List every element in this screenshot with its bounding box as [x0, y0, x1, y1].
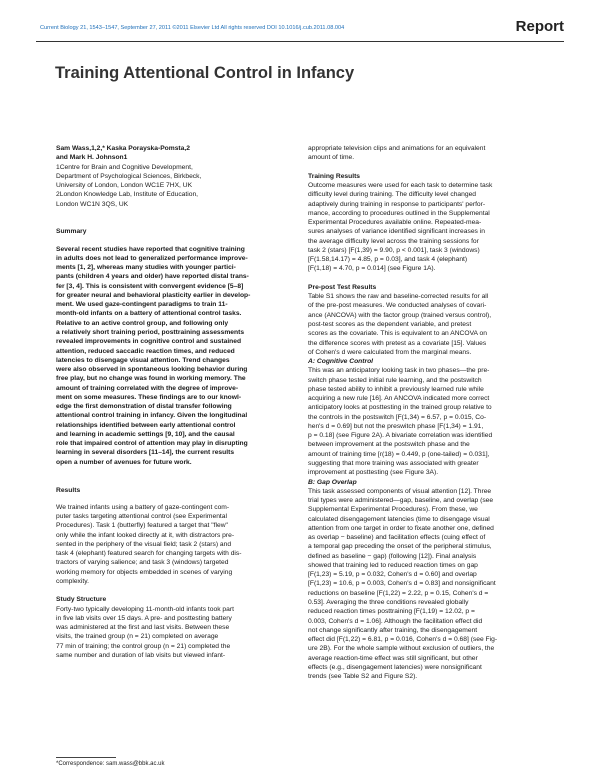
text-line: relationships identified between early attentional control [56, 421, 236, 429]
text-line: suggesting that more training was associated with greater [308, 460, 479, 467]
text-line: ment. We used gaze-contingent paradigms to train 11- [56, 301, 228, 309]
text-line: puter tasks targeting attentional control (see Experimental [56, 513, 227, 521]
correspondence-footnote: *Correspondence: sam.wass@bbk.ac.uk [56, 761, 165, 767]
text-line: Relative to an active control group, and following only [56, 319, 229, 327]
affiliation-line: London WC1N 3QS, UK [56, 200, 129, 208]
text-line: sented in the periphery of the visual field; task 2 (stars) and [56, 540, 232, 548]
text-line: as overlap − baseline) and facilitation effects (cuing effect of [308, 534, 486, 542]
author-line: and Mark H. Johnson1 [56, 154, 128, 162]
text-line: effect did [F(1,22) = 6.81, p = 0.016, Cohen's d = 0.68] (see Fig- [308, 636, 498, 644]
training-results-body [308, 181, 546, 274]
text-line: amount of training time [r(18) = 0.449, p (one-tailed) = 0.031], [308, 450, 490, 458]
study-structure-body [56, 605, 294, 661]
results-heading: Results [56, 486, 81, 494]
text-line: 77 min of training; the control group (n = 21) completed the [56, 642, 231, 650]
study-structure-heading: Study Structure [56, 596, 107, 604]
text-line: 0.003, Cohen's d = 1.06]. Although the facilitation effect did [308, 617, 483, 625]
text-line: [F(1,23) = 5.19, p = 0.032, Cohen's d = 0.60] and overlap [308, 571, 477, 579]
text-line: showed that training led to reduced reaction times on gap [308, 561, 478, 569]
text-line: in five lab visits over 15 days. A pre- and posttesting battery [56, 614, 232, 622]
results-body [56, 503, 294, 586]
text-line: the controls in the postswitch [F(1,34) = 6.57, p = 0.015, Co- [308, 413, 487, 421]
affiliation-line: 2London Knowledge Lab, Institute of Education, [56, 191, 199, 199]
text-line: revealed improvements in cognitive control and sustained [56, 338, 242, 346]
text-line: Procedures). Task 1 (butterfly) featured a target that "flew" [56, 522, 228, 530]
text-line: [F(1.58,14.17) = 4.85, p = 0.03], and task 4 (elephant) [308, 256, 468, 264]
text-line: fer [3, 4]. This is consistent with convergent evidence [5–8] [56, 282, 244, 290]
text-line: Forty-two typically developing 11-month-old infants took part [56, 605, 234, 613]
text-line: role that impaired control of attention may play in disrupting [56, 440, 248, 448]
text-line: free play, but no change was found in working memory. The [56, 375, 246, 383]
text-line: Outcome measures were used for each task to determine task [308, 182, 493, 190]
text-line: [F(1,18) = 4.70, p = 0.014] (see Figure 1A). [308, 265, 436, 273]
text-line: the average difficulty level across the training sessions for [308, 237, 479, 245]
text-line: amount of training correlated with the degree of improve- [56, 384, 239, 392]
text-line: of Cohen's d were calculated from the marginal means. [308, 348, 472, 356]
text-line: latencies to disengage visual attention. Trend changes [56, 356, 230, 364]
journal-citation-line: Current Biology 21, 1543–1547, September 27, 2011 ©2011 Elsevier Ltd All rights reserved DOI 10.1016/j.cub.2011.08.004 [40, 25, 345, 31]
text-line: hen's d = 0.69] but not the preswitch phase [F(1,34) = 1.91, [308, 422, 484, 430]
text-line: sures analyses of variance identified significant increases in [308, 228, 485, 236]
article-title: Training Attentional Control in Infancy [55, 64, 355, 82]
text-line: We trained infants using a battery of gaze-contingent com- [56, 503, 230, 511]
cognitive-control-heading: A: Cognitive Control [308, 358, 374, 366]
text-line: calculated disengagement latencies (time to disengage visual [308, 515, 490, 523]
text-line: was administered at the first and last visits. Between these [56, 624, 230, 632]
text-line: reductions on baseline [F(1,22) = 2.22, p = 0.15, Cohen's d = [308, 589, 489, 597]
header-rule [36, 41, 564, 42]
text-line: amount of time. [308, 154, 355, 162]
text-line: improvement at posttesting (see Figure 3A). [308, 469, 439, 477]
text-line: difficulty level during training. The difficulty level changed [308, 191, 477, 199]
text-line: open a number of avenues for future work. [56, 458, 192, 466]
continued-paragraph [308, 144, 546, 163]
gap-overlap-heading: B: Gap Overlap [308, 478, 357, 486]
text-line: month-old infants on a battery of attentional control tasks. [56, 310, 242, 318]
text-line: This task assessed components of visual attention [12]. Three [308, 487, 492, 495]
text-line: effects (e.g., disengagement latencies) were nonsignificant [308, 663, 482, 671]
text-line: scores as the covariate. This is equivalent to an ANCOVA on [308, 330, 487, 338]
text-line: mance, according to procedures outlined in the Supplemental [308, 209, 490, 217]
text-line: complexity. [56, 577, 89, 585]
text-line: same number and duration of lab visits but viewed infant- [56, 652, 226, 659]
text-line: and learning in academic settings [9, 10], and the causal [56, 430, 235, 438]
gap-overlap-body [308, 487, 546, 682]
text-line: of the pre-post measures. We conducted analyses of covari- [308, 302, 487, 310]
text-line: tractors of varying salience; and task 3 (windows) targeted [56, 559, 229, 567]
text-line: [F(1,23) = 10.6, p = 0.003, Cohen's d = 0.83] and nonsignificant [308, 580, 496, 588]
text-line: switch phase tested initial rule learning, and the postswitch [308, 376, 482, 384]
text-line: were also observed in spontaneous looking behavior during [56, 366, 248, 374]
text-line: working memory for objects embedded in scenes of varying [56, 568, 233, 576]
cognitive-control-body [308, 366, 546, 477]
right-column [308, 144, 546, 681]
text-line: ments [1, 2], whereas many studies with younger partici- [56, 264, 236, 272]
text-line: only while the infant looked directly at it, with distractors pre- [56, 531, 235, 539]
affiliation-line: University of London, London WC1E 7HX, UK [56, 182, 193, 190]
text-line: a temporal gap preceding the onset of the peripheral stimulus, [308, 543, 492, 551]
text-line: post-test scores as the dependent variable, and pretest [308, 321, 472, 329]
text-line: adaptively during training in response to participants' perfor- [308, 200, 486, 208]
text-line: acquiring a new rule [16]. An ANCOVA indicated more correct [308, 395, 490, 403]
text-line: task 2 (stars) [F(1,39) = 9.90, p < 0.001], task 3 (windows) [308, 246, 480, 254]
text-line: 0.53]. Averaging the three conditions revealed globally [308, 598, 469, 606]
summary-body [56, 245, 294, 467]
text-line: attentional control training in infancy. Given the longitudinal [56, 412, 248, 420]
text-line: defined as baseline − gap) (following [12]). Final analysis [308, 552, 477, 560]
text-line: phase tested ability to inhibit a previously learned rule while [308, 385, 484, 393]
left-column [56, 144, 294, 660]
text-line: Supplemental Experimental Procedures). From these, we [308, 506, 478, 514]
affiliation-line: 1Centre for Brain and Cognitive Development, [56, 163, 193, 171]
text-line: appropriate television clips and animations for an equivalent [308, 145, 486, 152]
text-line: learning in several disorders [11–14], the current results [56, 449, 235, 457]
text-line: pants (children 4 years and older) have reported distal trans- [56, 273, 249, 281]
text-line: reduced reaction times posttraining [F(1,19) = 12.02, p = [308, 608, 475, 616]
text-line: for greater neural and behavioral plasticity earlier in develop- [56, 291, 251, 299]
text-line: This was an anticipatory looking task in two phases—the pre- [308, 367, 490, 375]
pre-post-heading: Pre-post Test Results [308, 283, 377, 291]
text-line: ure 2B). For the whole sample without exclusion of outliers, the [308, 645, 495, 653]
footnote-rule [56, 757, 116, 758]
text-line: p = 0.18] (see Figure 2A). A bivariate correlation was identified [308, 432, 493, 440]
text-line: in adults does not lead to generalized performance improve- [56, 254, 248, 262]
training-results-heading: Training Results [308, 172, 361, 180]
text-line: visits, the trained group (n = 21) completed on average [56, 633, 219, 641]
text-line: trends (see Table S2 and Figure S2). [308, 673, 418, 681]
section-label: Report [515, 18, 564, 35]
text-line: Experimental Procedures available online. Repeated-mea- [308, 219, 482, 227]
text-line: average reaction-time effect was still significant, but other [308, 654, 478, 662]
text-line: task 4 (elephant) featured search for changing targets with dis- [56, 550, 242, 558]
text-line: ment on some measures. These findings are to our knowl- [56, 393, 242, 401]
text-line: Several recent studies have reported that cognitive training [56, 245, 245, 253]
text-line: not change significantly after training, the disengagement [308, 626, 478, 634]
text-line: a relatively short training period, posttraining assessments [56, 329, 245, 337]
author-line: Sam Wass,1,2,* Kaska Porayska-Pomsta,2 [56, 145, 190, 152]
affiliation-line: Department of Psychological Sciences, Birkbeck, [56, 172, 202, 180]
text-line: Table S1 shows the raw and baseline-corrected results for all [308, 293, 489, 301]
text-line: between improvement at the postswitch phase and the [308, 441, 470, 449]
text-line: anticipatory looks at posttesting in the trained group relative to [308, 404, 492, 412]
text-line: ance (ANCOVA) with the factor group (trained versus control), [308, 311, 492, 319]
summary-heading: Summary [56, 228, 87, 236]
text-line: edge the first demonstration of distal transfer following [56, 403, 232, 411]
text-line: attention, reduced saccadic reaction times, and reduced [56, 347, 235, 355]
text-line: the difference scores with pretest as a covariate [15]. Values [308, 339, 487, 347]
text-line: trial types were administered—gap, baseline, and overlap (see [308, 497, 494, 505]
text-line: attention from one target in order to fixate another one, defined [308, 524, 494, 532]
pre-post-body [308, 292, 546, 357]
